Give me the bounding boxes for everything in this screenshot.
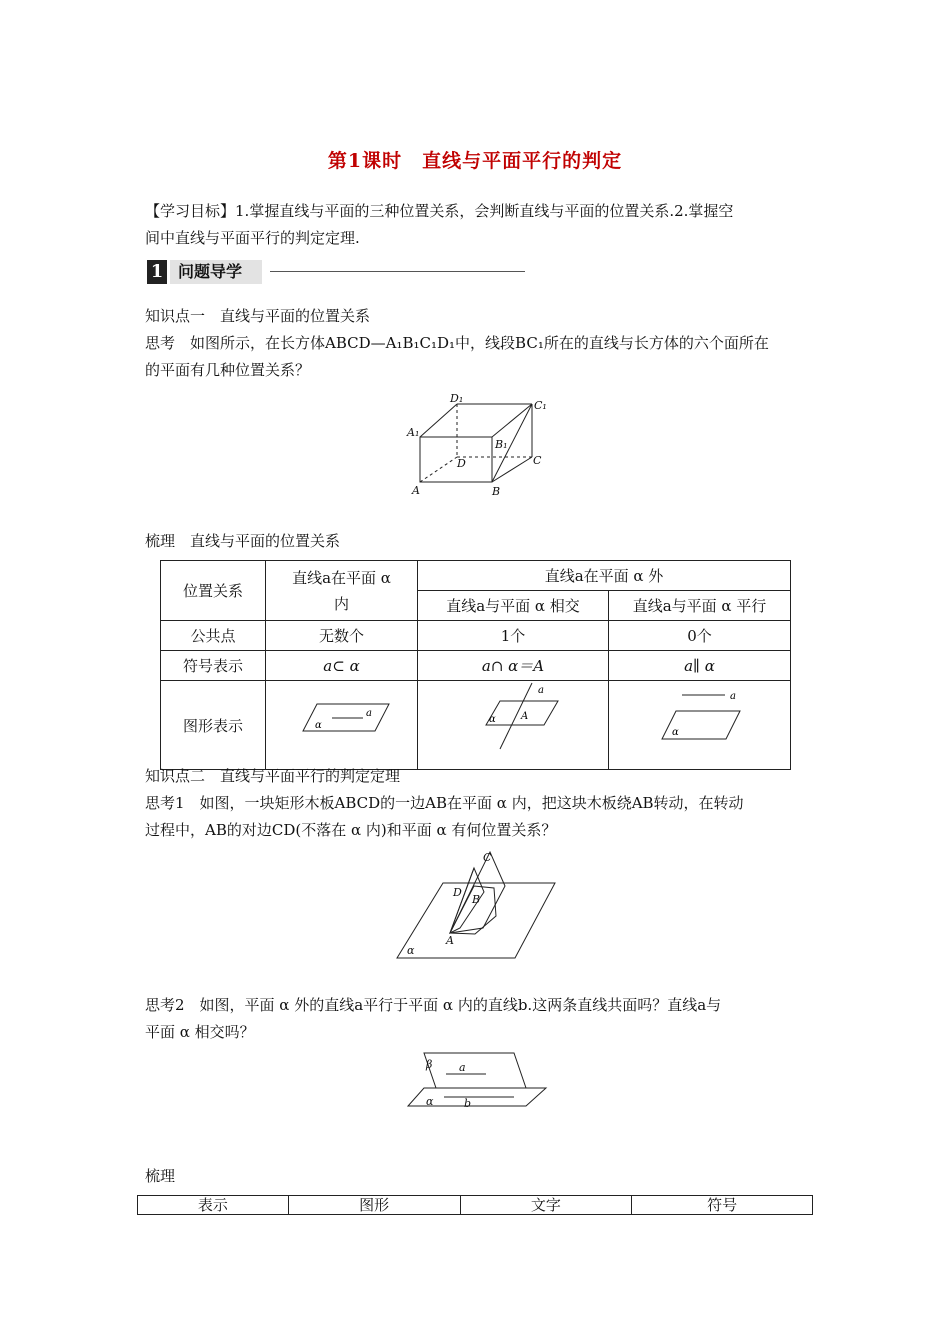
section-title: 问题导学 [170, 260, 262, 284]
header-outside-plane: 直线a在平面 α 外 [418, 561, 791, 591]
header-in-plane [266, 561, 418, 621]
label-d1: D₁ [450, 392, 464, 405]
row-common-points: 公共点 [161, 621, 266, 651]
svg-text:α: α [314, 720, 322, 731]
header-parallel: 直线a与平面 α 平行 [609, 591, 791, 621]
fig1-label-b: B [472, 893, 481, 906]
objectives-text-1: 1.掌握直线与平面的三种位置关系，会判断直线与平面的位置关系.2.掌握空 [235, 202, 734, 220]
fig2-label-a: a [459, 1061, 466, 1074]
kp1-heading: 知识点一 直线与平面的位置关系 [145, 307, 371, 325]
learning-objectives [145, 198, 815, 252]
summary-table [137, 1195, 813, 1215]
header-in-line2: 内 [334, 594, 350, 613]
label-b: B [492, 485, 501, 498]
kp2-think1-line2: 过程中，AB的对边CD(不落在 α 内)和平面 α 有何位置关系？ [145, 821, 557, 839]
figure-line-in-plane [267, 681, 417, 765]
kp2-heading: 知识点二 直线与平面平行的判定定理 [145, 767, 401, 785]
kp1-think [145, 330, 815, 384]
fig1-label-a: A [446, 934, 454, 947]
label-a1: A₁ [407, 426, 420, 439]
kp2-think2 [145, 992, 815, 1046]
section-divider [270, 271, 525, 272]
cell-symbol-parallel: a∥ α [609, 651, 791, 681]
kp1-think-line1: 思考 如图所示，在长方体ABCD—A₁B₁C₁D₁中，线段BC₁所在的直线与长方体的六个面所在 [145, 334, 769, 352]
cell-common-intersect: 1个 [418, 621, 609, 651]
cell-symbol-intersect: a∩ α＝A [418, 651, 609, 681]
svg-text:a: a [729, 691, 736, 702]
label-a: A [412, 484, 420, 497]
summary-header-symbol: 符号 [632, 1196, 813, 1215]
header-intersect: 直线a与平面 α 相交 [418, 591, 609, 621]
fig1-label-alpha: α [407, 944, 415, 957]
cell-common-parallel: 0个 [609, 621, 791, 651]
label-b1: B₁ [495, 438, 508, 451]
relation-table [160, 560, 791, 770]
fig2-label-beta: β [426, 1058, 433, 1071]
fig1-label-d: D [453, 886, 462, 899]
cell-figure-parallel [609, 681, 791, 770]
objectives-text-2: 间中直线与平面平行的判定定理. [145, 229, 360, 247]
objectives-label: 【学习目标】 [145, 202, 236, 220]
summary-header-figure: 图形 [288, 1196, 460, 1215]
label-d: D [457, 457, 466, 470]
summary-header-representation: 表示 [138, 1196, 289, 1215]
two-planes-figure [404, 1050, 554, 1110]
kp1-summary-heading: 梳理 直线与平面的位置关系 [145, 532, 341, 550]
row-symbol: 符号表示 [161, 651, 266, 681]
fig1-label-c: C [483, 851, 492, 864]
figure-line-intersect-plane [418, 681, 608, 765]
cuboid-figure [400, 392, 560, 502]
kp2-summary-heading: 梳理 [145, 1167, 176, 1185]
fig2-label-b: b [464, 1097, 472, 1110]
label-c1: C₁ [534, 399, 547, 412]
kp2-think2-line2: 平面 α 相交吗？ [145, 1023, 255, 1041]
section-number-badge: 1 [147, 260, 167, 284]
kp1-think-line2: 的平面有几种位置关系？ [145, 361, 311, 379]
svg-text:α: α [671, 727, 679, 738]
page-title: 第1课时 直线与平面平行的判定 [327, 150, 623, 172]
row-figure: 图形表示 [161, 681, 266, 770]
rotating-board-figure [393, 848, 558, 963]
summary-header-text: 文字 [460, 1196, 632, 1215]
svg-text:a: a [538, 685, 544, 696]
cell-figure-in [266, 681, 418, 770]
svg-text:α: α [489, 714, 496, 725]
header-position: 位置关系 [161, 561, 266, 621]
kp2-think2-line1: 思考2 如图，平面 α 外的直线a平行于平面 α 内的直线b.这两条直线共面吗？直线a与 [145, 996, 722, 1014]
kp2-think1 [145, 790, 815, 844]
svg-text:A: A [521, 711, 529, 722]
kp2-think1-line1: 思考1 如图，一块矩形木板ABCD的一边AB在平面 α 内，把这块木板绕AB转动，在转动 [145, 794, 744, 812]
label-c: C [533, 454, 542, 467]
cell-figure-intersect [418, 681, 609, 770]
figure-line-parallel-plane [610, 681, 790, 765]
svg-text:a: a [365, 708, 372, 719]
cell-symbol-in: a⊂ α [266, 651, 418, 681]
fig2-label-alpha: α [426, 1095, 434, 1108]
cell-common-in: 无数个 [266, 621, 418, 651]
header-in-line1: 直线a在平面 α [292, 568, 391, 587]
